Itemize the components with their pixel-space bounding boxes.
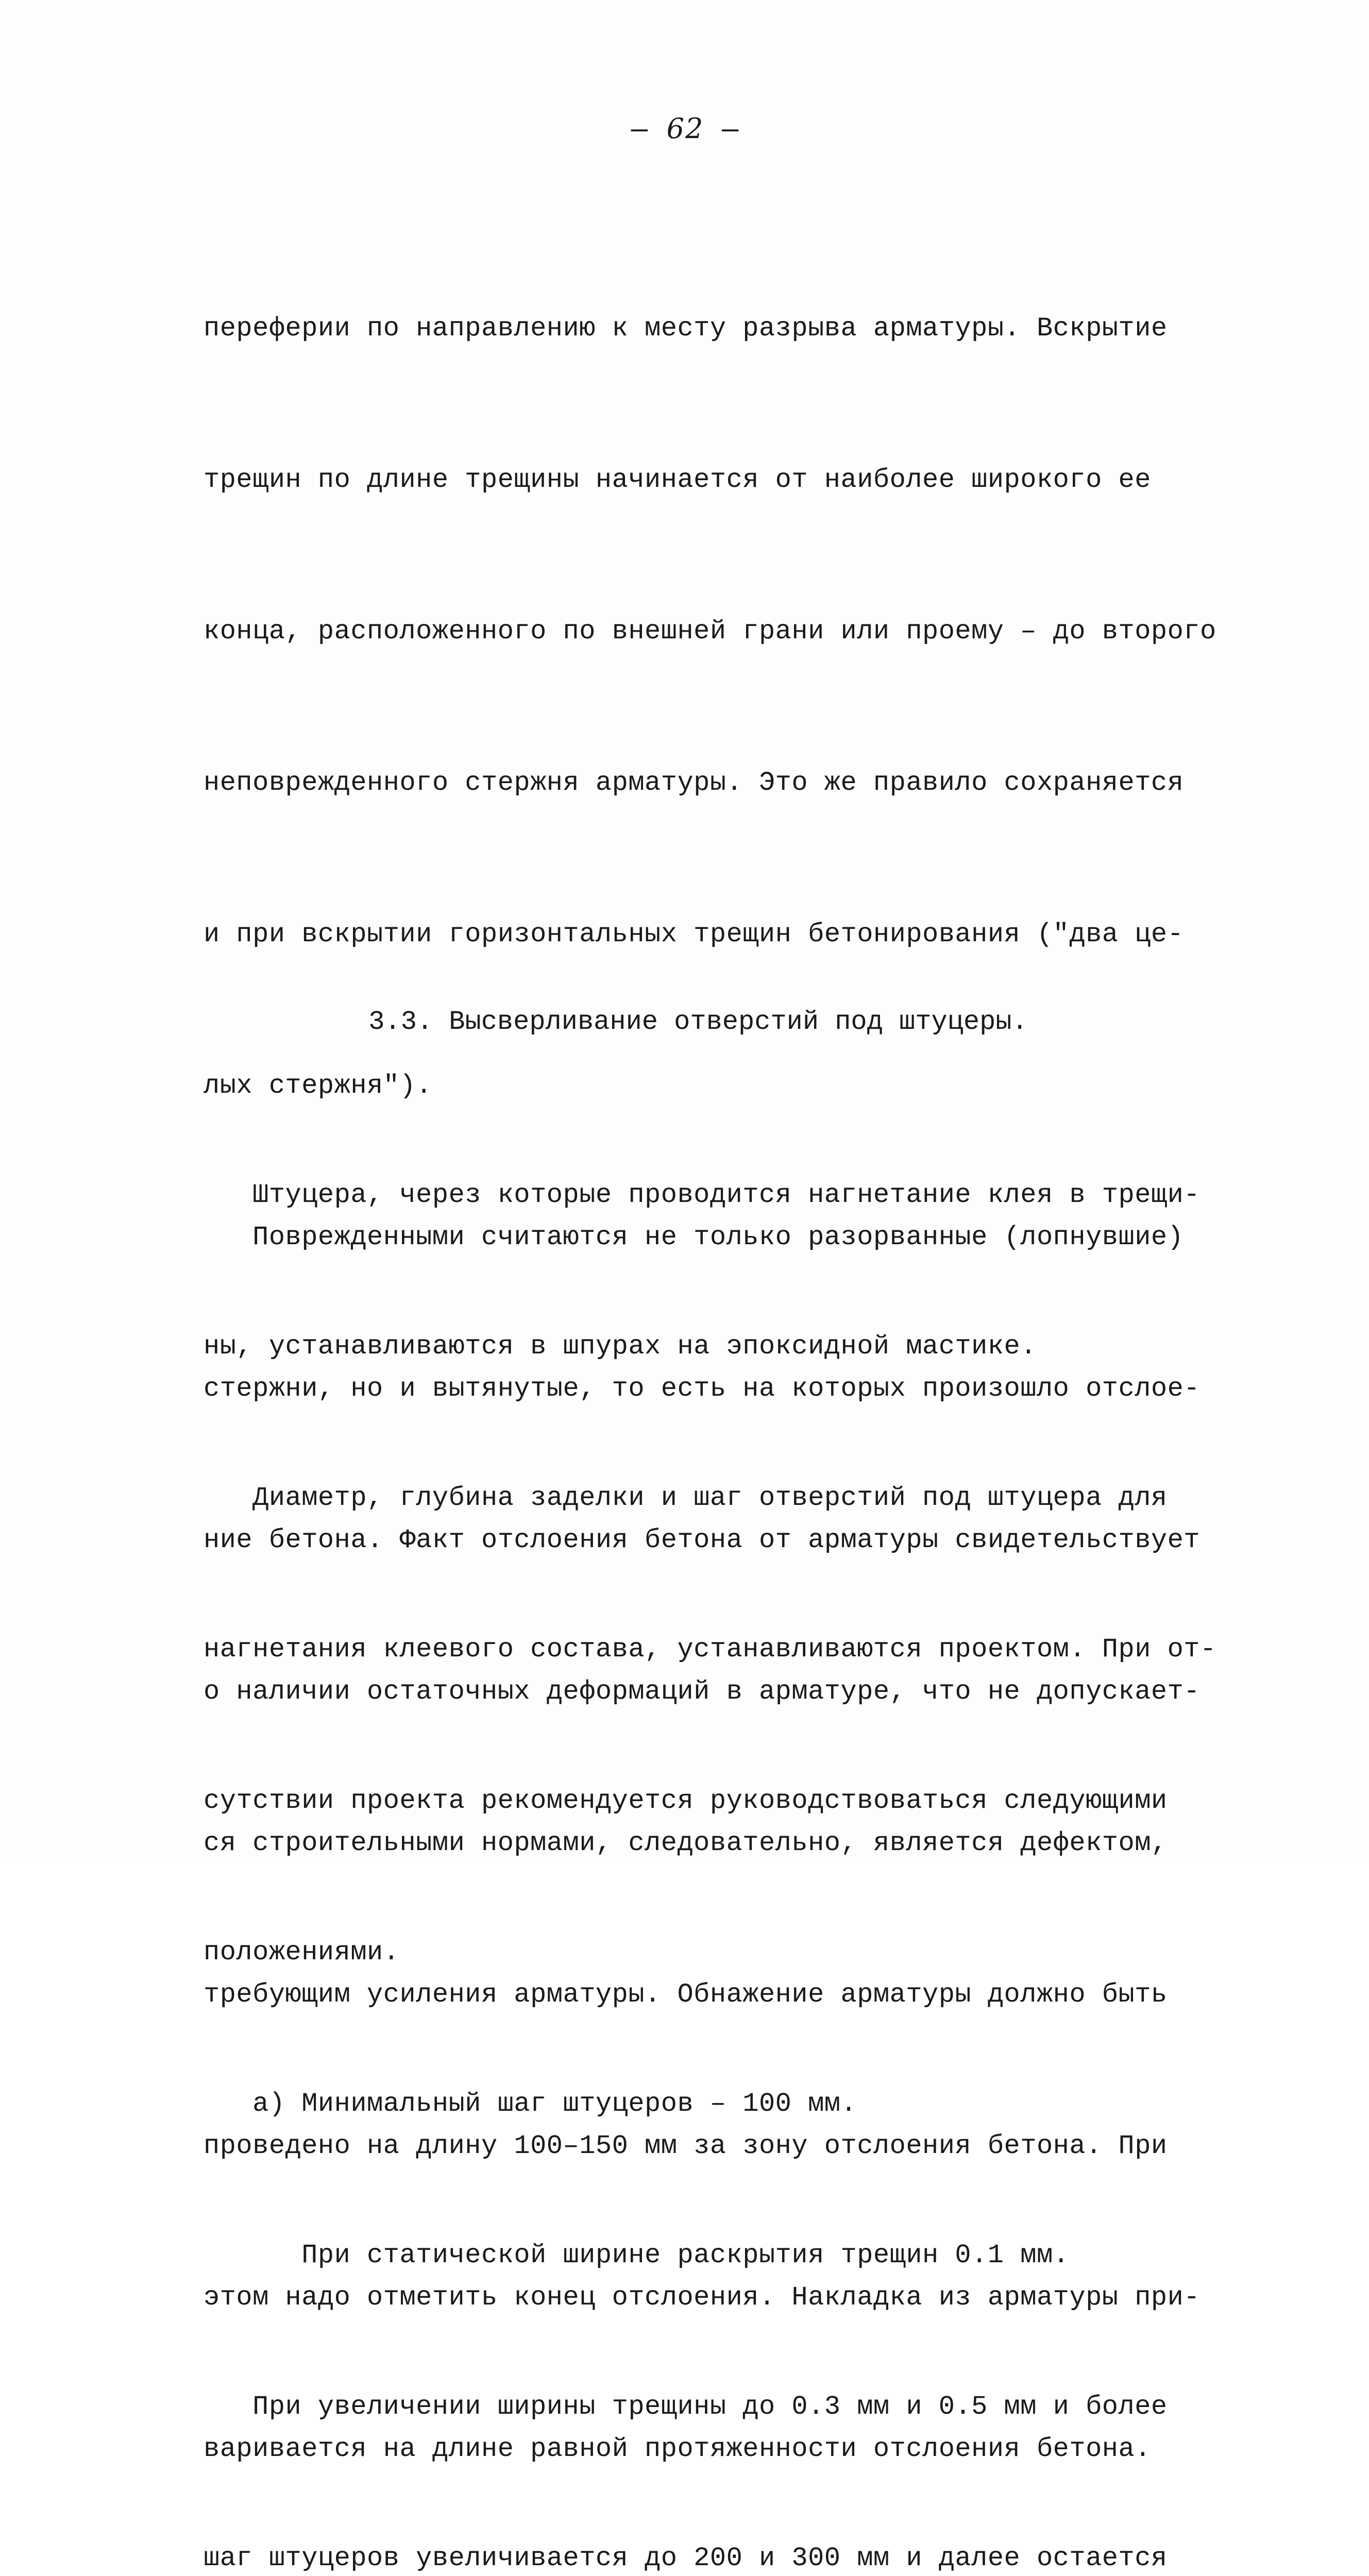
page-number-prefix: –	[631, 112, 649, 145]
text-line: стержни, но и вытянутые, то есть на которых произошло отслое-	[204, 1374, 1201, 1404]
page-number-value: 62	[666, 112, 704, 145]
text-line: ся строительными нормами, следовательно, является дефектом,	[204, 1828, 1168, 1858]
text-line: Поврежденными считаются не только разорванные (лопнувшие)	[204, 1222, 1184, 1252]
text-line: а) Минимальный шаг штуцеров – 100 мм.	[204, 2089, 857, 2119]
section-heading: 3.3. Высверливание отверстий под штуцеры.	[368, 1007, 1028, 1037]
text-line: лых стержня").	[204, 1071, 432, 1101]
text-line: нагнетания клеевого состава, устанавливаются проектом. При от-	[204, 1634, 1216, 1665]
text-line: Диаметр, глубина заделки и шаг отверстий под штуцера для	[204, 1483, 1168, 1513]
text-line: требующим усиления арматуры. Обнажение арматуры должно быть	[204, 1979, 1168, 2010]
text-line: и при вскрытии горизонтальных трещин бетонирования ("два це-	[204, 919, 1184, 950]
text-line: При статической ширине раскрытия трещин 0.1 мм.	[204, 2240, 1070, 2270]
text-line: варивается на длине равной протяженности отслоения бетона.	[204, 2434, 1151, 2464]
text-line: ние бетона. Факт отслоения бетона от арматуры свидетельствует	[204, 1525, 1201, 1555]
text-line: проведено на длину 100–150 мм за зону отслоения бетона. При	[204, 2131, 1168, 2161]
page-number-suffix: –	[721, 112, 740, 145]
text-line: Штуцера, через которые проводится нагнетание клея в трещи-	[204, 1180, 1201, 1210]
page-number	[593, 108, 778, 149]
text-line: конца, расположенного по внешней грани или проему – до второго	[204, 616, 1216, 647]
text-line: трещин по длине трещины начинается от наиболее широкого ее	[204, 465, 1151, 495]
text-line: шаг штуцеров увеличивается до 200 и 300 мм и далее остается	[204, 2543, 1168, 2573]
text-line: о наличии остаточных деформаций в арматуре, что не допускает-	[204, 1676, 1201, 1707]
body-text-bottom	[204, 1069, 1216, 2576]
text-line: переферии по направлению к месту разрыва арматуры. Вскрытие	[204, 313, 1168, 344]
text-line: сутствии проекта рекомендуется руководствоваться следующими	[204, 1786, 1168, 1816]
text-line: ны, устанавливаются в шпурах на эпоксидной мастике.	[204, 1331, 1037, 1362]
text-line: этом надо отметить конец отслоения. Накладка из арматуры при-	[204, 2282, 1201, 2313]
text-line: При увеличении ширины трещины до 0.3 мм и 0.5 мм и более	[204, 2392, 1168, 2422]
text-line: неповрежденного стержня арматуры. Это же правило сохраняется	[204, 768, 1184, 798]
text-line: положениями.	[204, 1937, 400, 1968]
